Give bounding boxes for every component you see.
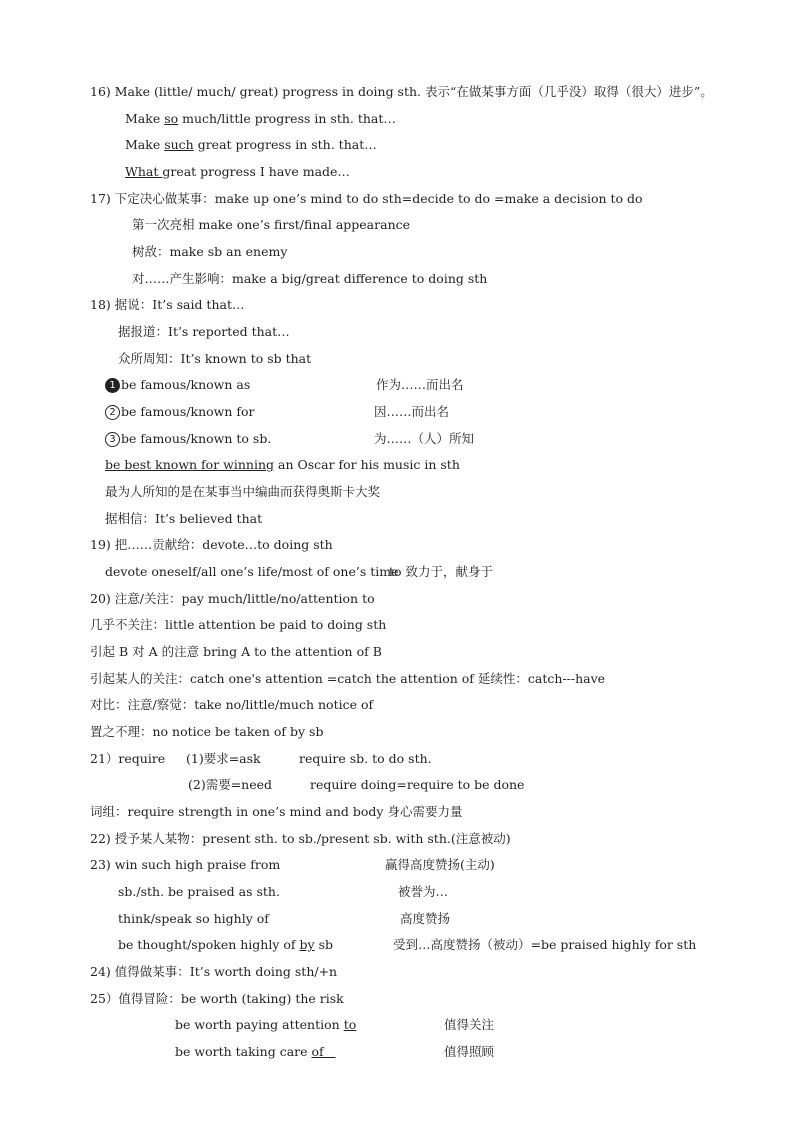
- line-18: 18) 据说：It’s said that…: [90, 297, 245, 312]
- line-18c-zh: 作为……而出名: [376, 377, 464, 392]
- line-20: 20) 注意/关注：pay much/little/no/attention to: [90, 591, 375, 606]
- line-25b: [175, 1044, 336, 1060]
- line-17b: 树敌：make sb an enemy: [132, 244, 288, 259]
- underlined-text: of: [311, 1044, 336, 1059]
- line-16b: [125, 137, 377, 153]
- text: Make: [125, 137, 165, 152]
- circled-number-1: 1: [105, 378, 120, 393]
- text: be thought/spoken highly of: [118, 937, 300, 952]
- line-25a: [175, 1017, 356, 1033]
- line-18e-zh: 为……（人）所知: [374, 431, 475, 446]
- line-20d: 对比：注意/察觉：take no/little/much notice of: [90, 697, 374, 712]
- text: be famous/known as: [121, 377, 251, 392]
- line-18g: 最为人所知的是在某事当中编曲而获得奥斯卡大奖: [105, 484, 381, 499]
- line-23c: [118, 937, 333, 953]
- circled-number-2: 2: [105, 405, 120, 420]
- line-17: 17) 下定决心做某事：make up one’s mind to do sth=decide to do =make a decision to do: [90, 191, 643, 206]
- text: be worth paying attention: [175, 1017, 344, 1032]
- line-25: 25）值得冒险：be worth (taking) the risk: [90, 991, 344, 1006]
- text: great progress I have made…: [162, 164, 350, 179]
- line-23a: sb./sth. be praised as sth.: [118, 884, 280, 899]
- underlined-text: be best known for winning: [105, 457, 275, 472]
- line-25b-zh: 值得照顾: [444, 1044, 495, 1059]
- line-18a: 据报道：It’s reported that…: [118, 324, 290, 339]
- line-23b: think/speak so highly of: [118, 911, 269, 926]
- line-18c: [105, 377, 250, 393]
- line-23c-zh: 受到…高度赞扬（被动）=be praised highly for sth: [393, 937, 697, 952]
- line-20a: 几乎不关注：little attention be paid to doing sth: [90, 617, 387, 632]
- line-25a-zh: 值得关注: [444, 1017, 495, 1032]
- line-23: 23) win such high praise from: [90, 857, 281, 872]
- text: an Oscar for his music in sth: [274, 457, 460, 472]
- line-17c: 对……产生影响：make a big/great difference to doing sth: [132, 271, 488, 286]
- underlined-text: to: [343, 1017, 357, 1032]
- text: sb: [314, 937, 333, 952]
- line-23b-zh: 高度赞扬: [400, 911, 451, 926]
- text: much/little progress in sth. that…: [178, 111, 396, 126]
- line-22: 22) 授予某人某物：present sth. to sb./present sb. with sth.(注意被动): [90, 831, 511, 846]
- line-16c: [125, 164, 350, 180]
- text: Make: [125, 111, 165, 126]
- line-17a: 第一次亮相 make one’s first/final appearance: [132, 217, 411, 232]
- circled-number-3: 3: [105, 432, 120, 447]
- line-18e: [105, 431, 271, 447]
- line-19a: devote oneself/all one’s life/most of one’s time: [105, 564, 399, 579]
- line-16a: [125, 111, 396, 127]
- line-23a-zh: 被誉为…: [398, 884, 449, 899]
- text: be famous/known for: [121, 404, 255, 419]
- line-21b: 词组：require strength in one’s mind and body 身心需要力量: [90, 804, 463, 819]
- underlined-text: by: [299, 937, 315, 952]
- line-21-sense2: (2)需要=need: [188, 777, 273, 792]
- line-18f: [105, 457, 460, 473]
- line-24: 24) 值得做某事：It’s worth doing sth/+n: [90, 964, 338, 979]
- line-16: 16) Make (little/ much/ great) progress in doing sth. 表示“在做某事方面（几乎没）取得（很大）进步”。: [90, 84, 713, 99]
- text: be famous/known to sb.: [121, 431, 272, 446]
- text: great progress in sth. that…: [193, 137, 377, 152]
- underlined-text: What: [125, 164, 163, 179]
- underlined-text: so: [164, 111, 179, 126]
- line-19a-zh: to 致力于，献身于: [389, 564, 494, 579]
- line-20e: 置之不理：no notice be taken of by sb: [90, 724, 324, 739]
- line-18d: [105, 404, 255, 420]
- line-20b: 引起 B 对 A 的注意 bring A to the attention of B: [90, 644, 382, 659]
- line-18d-zh: 因……而出名: [374, 404, 450, 419]
- line-21-usage2: require doing=require to be done: [310, 777, 525, 792]
- line-21-sense1: (1)要求=ask: [186, 751, 261, 766]
- line-23-zh: 赢得高度赞扬(主动): [385, 857, 495, 872]
- underlined-text: such: [164, 137, 194, 152]
- line-21-usage1: require sb. to do sth.: [299, 751, 432, 766]
- line-18h: 据相信：It’s believed that: [105, 511, 263, 526]
- line-19: 19) 把……贡献给：devote…to doing sth: [90, 537, 333, 552]
- text: be worth taking care: [175, 1044, 312, 1059]
- line-18b: 众所周知：It’s known to sb that: [118, 351, 312, 366]
- line-21-head: 21）require: [90, 751, 166, 766]
- line-20c: 引起某人的关注：catch one's attention =catch the attention of 延续性：catch---have: [90, 671, 606, 686]
